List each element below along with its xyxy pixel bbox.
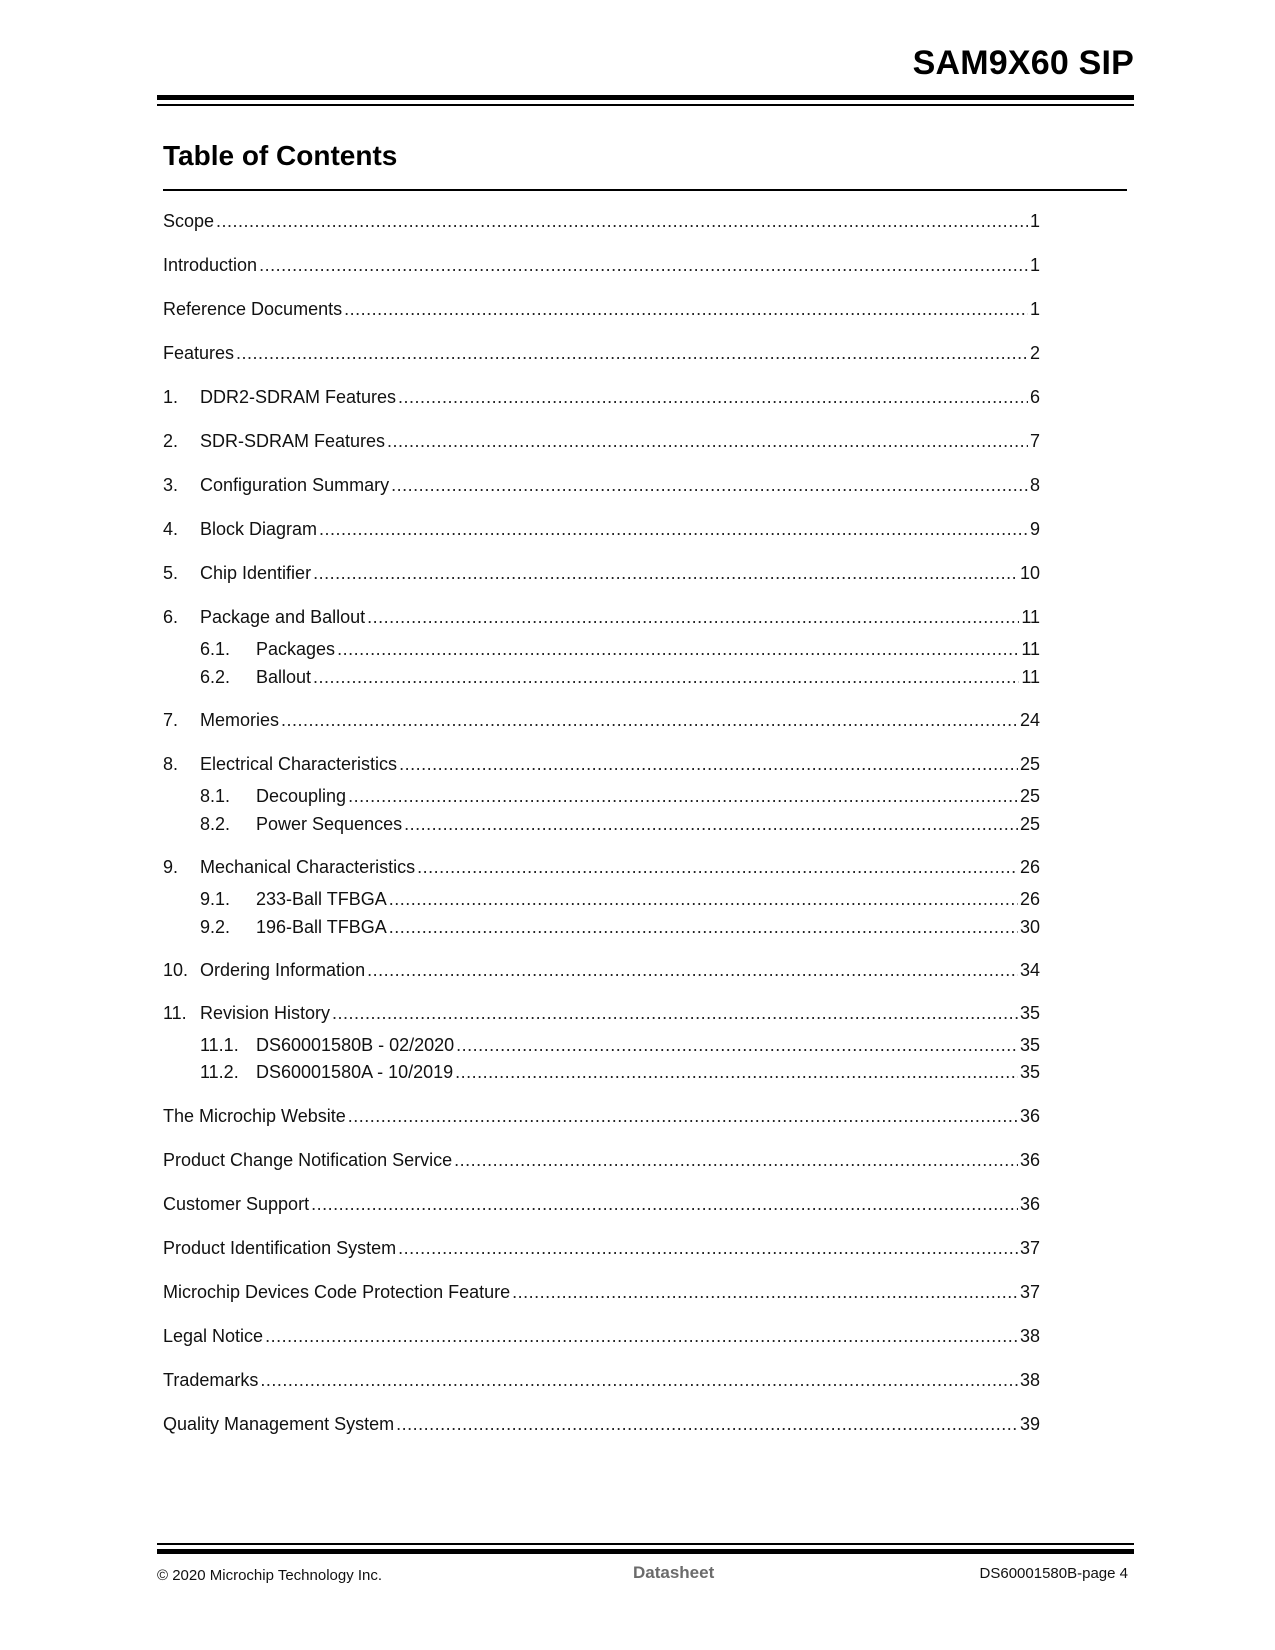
toc-leader <box>332 1003 1018 1024</box>
toc-entry-6-2[interactable] <box>200 667 1040 691</box>
toc-entry-number: 8. <box>163 754 179 774</box>
toc-entry-page: 7 <box>1029 431 1040 451</box>
toc-entry-scope[interactable] <box>163 211 1040 235</box>
toc-entry-9[interactable] <box>163 857 1040 881</box>
toc-entry-number: 1. <box>163 387 179 407</box>
toc-entry-quality-management[interactable] <box>163 1414 1040 1438</box>
toc-entry-page: 9 <box>1029 519 1040 539</box>
toc-leader <box>260 1370 1018 1391</box>
toc-entry-label: Customer Support <box>163 1194 310 1214</box>
toc-entry-page: 11 <box>1021 667 1040 687</box>
toc-leader <box>396 1414 1018 1435</box>
toc-entry-page: 36 <box>1019 1106 1040 1126</box>
toc-entry-page: 36 <box>1019 1194 1040 1214</box>
toc-entry-label: Trademarks <box>163 1370 259 1390</box>
header-rule-thick <box>157 95 1134 100</box>
toc-entry-9-2[interactable] <box>200 917 1040 941</box>
toc-entry-page: 1 <box>1029 255 1040 275</box>
toc-entry-label: DS60001580B - 02/2020 <box>256 1035 455 1055</box>
toc-entry-11-2[interactable] <box>200 1062 1040 1086</box>
toc-leader <box>389 917 1018 938</box>
toc-entry-label: Memories <box>200 710 280 730</box>
toc-entry-introduction[interactable] <box>163 255 1040 279</box>
toc-entry-number: 9.1. <box>200 889 231 909</box>
toc-leader <box>512 1282 1018 1303</box>
toc-entry-8[interactable] <box>163 754 1040 778</box>
toc-leader <box>216 211 1028 232</box>
toc-leader <box>404 814 1018 835</box>
toc-leader <box>417 857 1018 878</box>
toc-leader <box>391 475 1028 496</box>
toc-entry-label: The Microchip Website <box>163 1106 346 1126</box>
toc-leader <box>313 667 1019 688</box>
toc-entry-page: 39 <box>1019 1414 1040 1434</box>
toc-entry-11[interactable] <box>163 1003 1040 1027</box>
toc-entry-number: 6.1. <box>200 639 231 659</box>
toc-entry-4[interactable] <box>163 519 1040 543</box>
toc-entry-page: 24 <box>1019 710 1040 730</box>
toc-entry-1[interactable] <box>163 387 1040 411</box>
toc-entry-8-1[interactable] <box>200 786 1040 810</box>
toc-entry-number: 7. <box>163 710 179 730</box>
toc-leader <box>348 786 1018 807</box>
toc-entry-label: Revision History <box>200 1003 331 1023</box>
toc-entry-label: Product Change Notification Service <box>163 1150 453 1170</box>
toc-entry-number: 11. <box>163 1003 187 1023</box>
toc-entry-page: 11 <box>1021 639 1040 659</box>
toc-leader <box>398 1238 1018 1259</box>
toc-leader <box>389 889 1018 910</box>
toc-entry-page: 2 <box>1029 343 1040 363</box>
toc-entry-page: 26 <box>1019 889 1040 909</box>
toc-entry-page: 38 <box>1019 1370 1040 1390</box>
toc-entry-5[interactable] <box>163 563 1040 587</box>
toc-entry-6-1[interactable] <box>200 639 1040 663</box>
toc-leader <box>319 519 1028 540</box>
toc-entry-6[interactable] <box>163 607 1040 631</box>
toc-entry-microchip-website[interactable] <box>163 1106 1040 1130</box>
toc-heading: Table of Contents <box>163 140 398 171</box>
toc-entry-label: Legal Notice <box>163 1326 264 1346</box>
toc-leader <box>337 639 1019 660</box>
toc-entry-label: Mechanical Characteristics <box>200 857 416 877</box>
toc-entry-label: Package and Ballout <box>200 607 366 627</box>
toc-entry-number: 11.1. <box>200 1035 239 1055</box>
toc-entry-label: SDR-SDRAM Features <box>200 431 386 451</box>
toc-entry-code-protection[interactable] <box>163 1282 1040 1306</box>
toc-entry-number: 8.1. <box>200 786 231 806</box>
toc-leader <box>387 431 1028 452</box>
toc-entry-page: 35 <box>1019 1062 1040 1082</box>
toc-entry-label: Quality Management System <box>163 1414 395 1434</box>
toc-leader <box>348 1106 1018 1127</box>
toc-entry-number: 6.2. <box>200 667 231 687</box>
toc-entry-3[interactable] <box>163 475 1040 499</box>
toc-entry-label: 233-Ball TFBGA <box>256 889 387 909</box>
toc-entry-page: 25 <box>1019 786 1040 806</box>
toc-entry-page: 35 <box>1019 1035 1040 1055</box>
toc-entry-number: 4. <box>163 519 179 539</box>
toc-entry-features[interactable] <box>163 343 1040 367</box>
toc-entry-label: Ordering Information <box>200 960 366 980</box>
header-rule-thin <box>157 104 1134 106</box>
toc-entry-8-2[interactable] <box>200 814 1040 838</box>
toc-entry-9-1[interactable] <box>200 889 1040 913</box>
footer-copyright: © 2020 Microchip Technology Inc. <box>157 1567 383 1584</box>
toc-leader <box>344 299 1028 320</box>
toc-entry-page: 6 <box>1029 387 1040 407</box>
toc-leader <box>236 343 1028 364</box>
footer-doc-type: Datasheet <box>633 1563 715 1582</box>
toc-entry-label: Chip Identifier <box>200 563 312 583</box>
toc-entry-page: 37 <box>1019 1238 1040 1258</box>
toc-entry-number: 5. <box>163 563 179 583</box>
toc-entry-page: 30 <box>1019 917 1040 937</box>
toc-entry-number: 8.2. <box>200 814 231 834</box>
toc-entry-label: Decoupling <box>256 786 347 806</box>
footer-page-reference: DS60001580B-page 4 <box>979 1565 1128 1582</box>
toc-entry-number: 6. <box>163 607 179 627</box>
toc-entry-2[interactable] <box>163 431 1040 455</box>
toc-entry-customer-support[interactable] <box>163 1194 1040 1218</box>
toc-entry-number: 2. <box>163 431 179 451</box>
toc-entry-label: Reference Documents <box>163 299 343 319</box>
toc-entry-label: Electrical Characteristics <box>200 754 398 774</box>
toc-leader <box>399 754 1018 775</box>
toc-entry-trademarks[interactable] <box>163 1370 1040 1394</box>
toc-entry-number: 10. <box>163 960 189 980</box>
footer-rule-thick <box>157 1549 1134 1554</box>
toc-entry-page: 35 <box>1019 1003 1040 1023</box>
toc-leader <box>398 387 1028 408</box>
toc-leader <box>455 1062 1018 1083</box>
document-title: SAM9X60 SIP <box>912 44 1134 82</box>
toc-entry-page: 1 <box>1029 211 1040 231</box>
toc-entry-page: 37 <box>1019 1282 1040 1302</box>
toc-entry-label: Scope <box>163 211 215 231</box>
toc-entry-page: 26 <box>1019 857 1040 877</box>
toc-heading-rule <box>163 189 1127 191</box>
toc-entry-page: 38 <box>1019 1326 1040 1346</box>
toc-entry-page: 34 <box>1019 960 1040 980</box>
toc-entry-page: 11 <box>1021 607 1040 627</box>
toc-entry-label: Block Diagram <box>200 519 318 539</box>
toc-entry-number: 3. <box>163 475 179 495</box>
toc-entry-label: Ballout <box>256 667 312 687</box>
toc-entry-label: Product Identification System <box>163 1238 397 1258</box>
toc-entry-page: 8 <box>1029 475 1040 495</box>
toc-entry-page: 10 <box>1019 563 1040 583</box>
toc-entry-11-1[interactable] <box>200 1035 1040 1059</box>
toc-entry-label: 196-Ball TFBGA <box>256 917 387 937</box>
toc-entry-number: 9. <box>163 857 179 877</box>
toc-leader <box>281 710 1018 731</box>
toc-entry-legal-notice[interactable] <box>163 1326 1040 1350</box>
toc-entry-label: Features <box>163 343 235 363</box>
toc-entry-label: DDR2-SDRAM Features <box>200 387 397 407</box>
toc-leader <box>259 255 1028 276</box>
toc-entry-page: 25 <box>1019 754 1040 774</box>
toc-entry-product-identification[interactable] <box>163 1238 1040 1262</box>
toc-leader <box>313 563 1018 584</box>
toc-entry-label: Introduction <box>163 255 258 275</box>
toc-leader <box>367 960 1018 981</box>
footer-rule-thin <box>157 1543 1134 1545</box>
toc-entry-label: Power Sequences <box>256 814 403 834</box>
toc-leader <box>367 607 1019 628</box>
toc-leader <box>311 1194 1018 1215</box>
toc-entry-label: Configuration Summary <box>200 475 390 495</box>
toc-leader <box>454 1150 1018 1171</box>
toc-entry-pcn-service[interactable] <box>163 1150 1040 1174</box>
toc-entry-page: 1 <box>1029 299 1040 319</box>
toc-entry-number: 9.2. <box>200 917 231 937</box>
toc-entry-label: Microchip Devices Code Protection Feature <box>163 1282 511 1302</box>
toc-leader <box>265 1326 1018 1347</box>
toc-entry-reference-documents[interactable] <box>163 299 1040 323</box>
toc-entry-number: 11.2. <box>200 1062 239 1082</box>
toc-entry-label: Packages <box>256 639 336 659</box>
toc-entry-page: 36 <box>1019 1150 1040 1170</box>
toc-entry-7[interactable] <box>163 710 1040 734</box>
toc-entry-label: DS60001580A - 10/2019 <box>256 1062 454 1082</box>
toc-leader <box>456 1035 1018 1056</box>
toc-entry-page: 25 <box>1019 814 1040 834</box>
toc-entry-10[interactable] <box>163 960 1040 984</box>
